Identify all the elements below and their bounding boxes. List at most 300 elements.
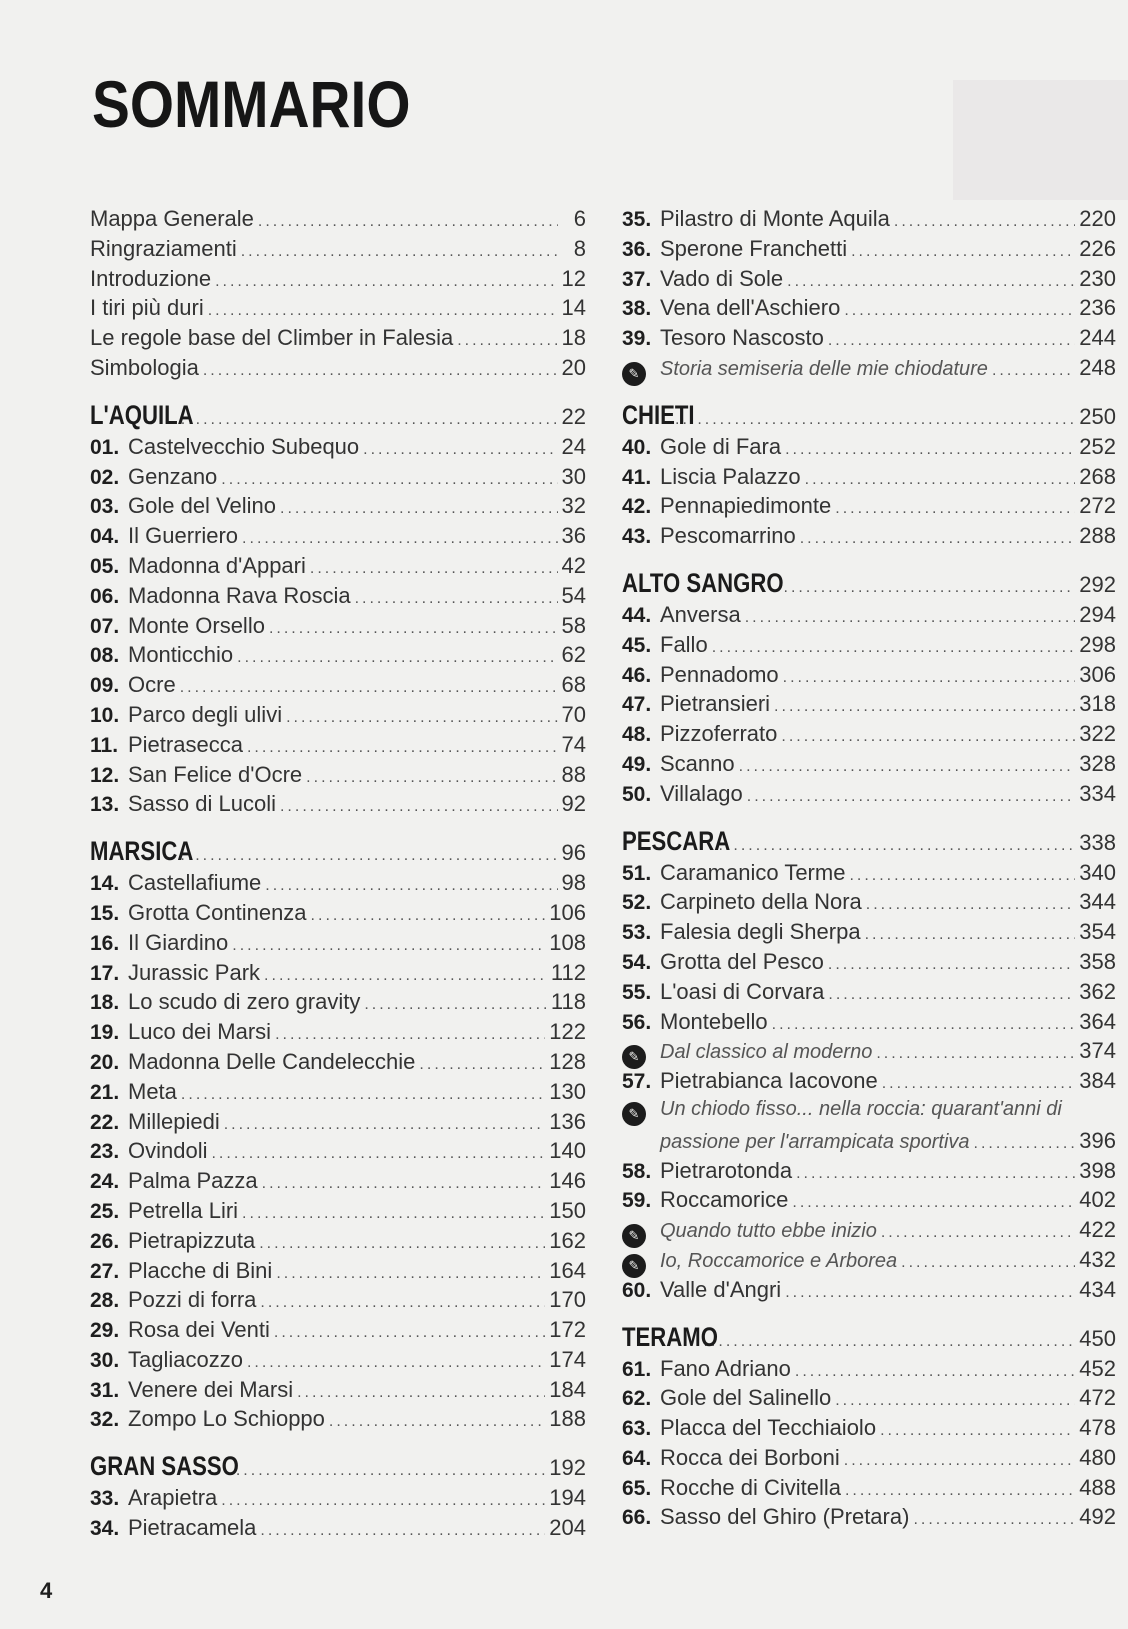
leader-dots [208,302,558,320]
leader-dots [363,441,557,459]
toc-entry-row [622,1385,1116,1415]
entry-page: 374 [1079,1038,1116,1064]
toc-entry-row [622,1445,1116,1475]
entry-title: Pennadomo [660,661,779,687]
toc-entry-row [622,1187,1116,1217]
entry-title: Fano Adriano [660,1355,791,1381]
leader-dots [306,769,557,787]
entry-page: 194 [549,1485,586,1511]
entry-number: 04. [90,525,120,549]
entry-number: 42. [622,495,652,519]
leader-dots [844,1452,1076,1470]
toc-entry-row [622,464,1116,494]
entry-number: 61. [622,1357,652,1381]
entry-page: 322 [1079,721,1116,747]
entry-number: 23. [90,1140,120,1164]
entry-title: L'oasi di Corvara [660,978,825,1004]
leader-dots [247,1354,545,1372]
entry-number: 34. [90,1517,120,1541]
leader-dots [876,1045,1075,1063]
entry-title: Luco dei Marsi [128,1019,272,1045]
toc-entry-row [622,781,1116,811]
leader-dots [805,471,1076,489]
entry-number: 22. [90,1110,120,1134]
entry-page: 478 [1079,1415,1116,1441]
section-title: CHIETI [622,399,695,430]
entry-page: 328 [1079,750,1116,776]
leader-dots [224,1116,546,1134]
entry-title: Caramanico Terme [660,859,846,885]
leader-dots [881,1224,1075,1242]
toc-entry-row [622,295,1116,325]
entry-title: Scanno [660,750,735,776]
entry-number: 39. [622,327,652,351]
entry-title: Grotta del Pesco [660,948,824,974]
leader-dots [211,1145,545,1163]
entry-page: 480 [1079,1444,1116,1470]
leader-dots [828,956,1075,974]
leader-dots [297,1384,545,1402]
entry-page: 118 [550,989,586,1015]
entry-title: Jurassic Park [128,959,261,985]
entry-title: Gole del Salinello [660,1385,832,1411]
entry-page: 32 [561,493,586,519]
entry-title: San Felice d'Ocre [128,761,303,787]
entry-page: 6 [573,206,586,231]
section-heading-row [90,836,586,870]
entry-page: 434 [1079,1276,1116,1302]
entry-title: Anversa [660,601,741,627]
leader-dots [784,579,1076,597]
entry-number: 33. [90,1487,120,1511]
toc-entry-row [622,266,1116,296]
entry-number: 51. [622,861,652,885]
toc-right-column [622,206,1116,1549]
leader-dots [828,986,1075,1004]
entry-page: 62 [561,642,586,668]
leader-dots [800,530,1076,548]
entry-number: 37. [622,267,652,291]
leader-dots [180,847,557,865]
entry-title: Sperone Franchetti [660,235,848,261]
entry-number: 36. [622,237,652,261]
entry-page: 174 [549,1346,586,1372]
entry-page: 184 [549,1376,586,1402]
entry-title: Madonna Delle Candelecchie [128,1048,416,1074]
entry-number: 28. [90,1289,120,1313]
leader-dots [787,273,1075,291]
entry-page: 248 [1079,354,1116,380]
entry-number: 14. [90,872,120,896]
entry-title: I tiri più duri [90,295,204,321]
pen-nib-icon: ✎ [622,1224,646,1248]
toc-entry-row [90,1228,586,1258]
entry-page: 18 [561,325,586,351]
toc-entry-row [90,206,586,236]
leader-dots [844,302,1075,320]
entry-title: Pescomarrino [660,523,796,549]
toc-entry-row [90,523,586,553]
leader-dots [865,926,1076,944]
toc-entry-row [622,325,1116,355]
entry-title: Monte Orsello [128,612,265,638]
toc-entry-row [90,1168,586,1198]
entry-page: 20 [561,354,586,380]
toc-entry-row [90,295,586,325]
leader-dots [237,649,557,667]
leader-dots [974,1135,1076,1153]
toc-entry-row [90,732,586,762]
entry-page: 150 [549,1197,586,1223]
entry-page: 36 [561,523,586,549]
entry-title: Sasso di Lucoli [128,791,276,817]
pen-nib-icon: ✎ [622,1045,646,1069]
entry-page: 398 [1079,1157,1116,1183]
section-title: TERAMO [622,1321,718,1352]
toc-entry-row [90,325,586,355]
leader-dots [719,837,1076,855]
toc-entry-row [622,632,1116,662]
leader-dots [792,1194,1075,1212]
entry-title: Castellafiume [128,870,262,896]
entry-title: Introduzione [90,265,212,291]
entry-title: Pilastro di Monte Aquila [660,206,890,231]
toc-entry-row [90,1079,586,1109]
leader-dots [269,620,558,638]
toc-entry-row [622,434,1116,464]
entry-page: 146 [549,1168,586,1194]
entry-title: Liscia Palazzo [660,463,801,489]
section-title: ALTO SANGRO [622,567,784,598]
entry-page: 362 [1079,978,1116,1004]
entry-title: Pozzi di forra [128,1287,257,1313]
leader-dots [221,1492,545,1510]
entry-title: Falesia degli Sherpa [660,919,861,945]
entry-page: 236 [1079,295,1116,321]
leader-dots [774,698,1075,716]
leader-dots [355,590,558,608]
leader-dots [181,1086,545,1104]
page-number: 4 [40,1578,53,1603]
toc-entry-row [90,1377,586,1407]
toc-entry-row [90,1258,586,1288]
entry-title: Pietransieri [660,691,771,717]
entry-title: Dal classico al moderno [660,1041,873,1064]
entry-number: 66. [622,1506,652,1530]
entry-title: Pietracamela [128,1515,257,1541]
toc-entry-row [622,1009,1116,1039]
entry-number: 62. [622,1387,652,1411]
toc-entry-row [622,721,1116,751]
entry-number: 64. [622,1446,652,1470]
leader-dots [260,1294,545,1312]
leader-dots [894,213,1075,231]
entry-title: Rocca dei Borboni [660,1444,840,1470]
entry-number: 45. [622,633,652,657]
entry-number: 21. [90,1080,120,1104]
entry-page: 432 [1079,1246,1116,1272]
entry-page: 164 [549,1257,586,1283]
entry-title: passione per l'arrampicata sportiva [660,1130,970,1153]
leader-dots [259,1235,545,1253]
entry-page: 70 [561,701,586,727]
entry-page: 92 [561,791,586,817]
entry-number: 19. [90,1021,120,1045]
toc-block [622,826,1116,1307]
story-entry-row [622,1038,1116,1068]
entry-title: Montebello [660,1008,768,1034]
entry-page: 318 [1079,691,1116,717]
entry-title: Vena dell'Aschiero [660,295,841,321]
entry-title: Vado di Sole [660,265,784,291]
entry-title: Io, Roccamorice e Arborea [660,1249,898,1272]
leader-dots [215,273,557,291]
pen-nib-icon: ✎ [622,1102,646,1126]
story-entry-row [622,1128,1116,1158]
entry-title: Tagliacozzo [128,1346,243,1372]
entry-number: 06. [90,584,120,608]
leader-dots [329,1413,545,1431]
leader-dots [275,1026,545,1044]
section-heading-row [622,400,1116,434]
toc-entry-row [622,691,1116,721]
entry-title: Castelvecchio Subequo [128,433,360,459]
entry-page: 334 [1079,780,1116,806]
section-page: 338 [1079,829,1116,855]
leader-dots [310,560,558,578]
entry-number: 27. [90,1259,120,1283]
section-heading-row [622,1322,1116,1356]
entry-title: Pizzoferrato [660,721,778,747]
entry-title: Ringraziamenti [90,235,237,261]
entry-title: Monticchio [128,642,234,668]
entry-title: Pietrasecca [128,731,243,757]
entry-title: Tesoro Nascosto [660,325,824,351]
leader-dots [795,1363,1075,1381]
entry-page: 288 [1079,523,1116,549]
leader-dots [311,907,546,925]
entry-title: Pennapiedimonte [660,493,832,519]
entry-page: 188 [549,1406,586,1432]
entry-title: Roccamorice [660,1187,789,1213]
leader-dots [851,243,1075,261]
toc-entry-row [622,949,1116,979]
section-title: MARSICA [90,836,194,867]
entry-number: 11. [90,733,119,757]
entry-title: Sasso del Ghiro (Pretara) [660,1504,910,1530]
section-page: 450 [1079,1325,1116,1351]
leader-dots [286,709,557,727]
leader-dots [180,679,558,697]
story-entry-row [622,1247,1116,1277]
entry-page: 42 [561,552,586,578]
entry-page: 24 [561,433,586,459]
entry-page: 364 [1079,1008,1116,1034]
leader-dots [181,411,558,429]
entry-page: 252 [1079,433,1116,459]
entry-number: 50. [622,782,652,806]
entry-title: Petrella Liri [128,1197,239,1223]
leader-dots [675,411,1075,429]
toc-block [622,1322,1116,1535]
leader-dots [901,1254,1075,1272]
entry-number: 52. [622,891,652,915]
toc-entry-row [622,602,1116,632]
leader-dots [265,877,557,895]
leader-dots [264,967,547,985]
entry-number: 35. [622,208,652,231]
toc-entry-row [90,1198,586,1228]
toc-entry-row [90,1287,586,1317]
entry-number: 03. [90,495,120,519]
leader-dots [745,609,1076,627]
entry-page: 170 [549,1287,586,1313]
entry-title: Grotta Continenza [128,899,307,925]
leader-dots [260,1522,545,1540]
section-title: GRAN SASSO [90,1451,239,1482]
entry-title: Il Guerriero [128,523,239,549]
toc-entry-row [622,493,1116,523]
toc-entry-row [90,266,586,296]
entry-title: Villalago [660,780,743,806]
leader-dots [280,500,558,518]
leader-dots [276,1265,545,1283]
entry-title: Il Giardino [128,929,229,955]
entry-page: 130 [549,1078,586,1104]
entry-number: 24. [90,1170,120,1194]
entry-page: 244 [1079,325,1116,351]
toc-entry-row [90,1347,586,1377]
entry-number: 02. [90,465,120,489]
entry-page: 128 [549,1048,586,1074]
toc-block [90,1451,586,1545]
entry-page: 344 [1079,889,1116,915]
section-heading-row [90,400,586,434]
leader-dots [785,441,1075,459]
toc-entry-row [90,493,586,523]
entry-title: Madonna Rava Roscia [128,582,351,608]
toc-entry-row [90,1485,586,1515]
entry-title: Placca del Tecchiaiolo [660,1415,877,1441]
entry-number: 48. [622,723,652,747]
entry-page: 54 [561,582,586,608]
page-title: SOMMARIO [92,67,411,141]
section-page: 292 [1079,571,1116,597]
toc-entry-row [90,236,586,266]
entry-title: Zompo Lo Schioppo [128,1406,325,1432]
entry-title: Quando tutto ebbe inizio [660,1220,877,1243]
section-page: 96 [561,840,586,866]
section-page: 250 [1079,403,1116,429]
entry-page: 204 [549,1515,586,1541]
leader-dots [247,739,558,757]
entry-page: 30 [561,463,586,489]
entry-number: 43. [622,525,652,549]
toc-entry-row [90,1317,586,1347]
toc-entry-row [622,1415,1116,1445]
toc-block [90,836,586,1436]
entry-number: 08. [90,644,120,668]
entry-number: 56. [622,1010,652,1034]
entry-number: 40. [622,435,652,459]
entry-title: Valle d'Angri [660,1276,782,1302]
entry-page: 340 [1079,859,1116,885]
story-entry-row [622,355,1116,385]
entry-page: 68 [561,672,586,698]
entry-number: 10. [90,703,120,727]
entry-page: 98 [561,870,586,896]
entry-page: 162 [549,1227,586,1253]
entry-number: 60. [622,1278,652,1302]
toc-entry-row [622,751,1116,781]
entry-page: 268 [1079,463,1116,489]
entry-number: 15. [90,901,120,925]
entry-title: Ocre [128,672,176,698]
toc-entry-row [90,613,586,643]
entry-page: 58 [561,612,586,638]
toc-block [622,568,1116,811]
leader-dots [772,1016,1076,1034]
entry-page: 354 [1079,919,1116,945]
entry-number: 20. [90,1050,120,1074]
entry-title: Rocche di Civitella [660,1474,841,1500]
entry-number: 17. [90,961,120,985]
toc-entry-row [90,1019,586,1049]
entry-page: 492 [1079,1504,1116,1530]
entry-page: 230 [1079,265,1116,291]
toc-entry-row [90,583,586,613]
leader-dots [849,867,1075,885]
leader-dots [882,1075,1076,1093]
toc-entry-row [90,1138,586,1168]
entry-number: 05. [90,554,120,578]
toc-entry-row [90,434,586,464]
leader-dots [880,1422,1075,1440]
toc-block [622,206,1116,385]
leader-dots [241,243,558,261]
entry-page: 220 [1079,206,1116,231]
leader-dots [913,1511,1075,1529]
entry-title: Simbologia [90,354,199,380]
entry-number: 01. [90,435,120,459]
leader-dots [781,728,1075,746]
entry-title: Fallo [660,631,708,657]
entry-number: 49. [622,752,652,776]
entry-number: 65. [622,1476,652,1500]
entry-number: 47. [622,693,652,717]
toc-entry-row [622,1356,1116,1386]
entry-title: Un chiodo fisso... nella roccia: quarant'anni di [660,1097,1062,1120]
entry-title: Pietrapizzuta [128,1227,256,1253]
entry-page: 106 [549,899,586,925]
toc-entry-row [622,236,1116,266]
entry-title: Carpineto della Nora [660,889,862,915]
leader-dots [866,896,1076,914]
toc-entry-row [622,1475,1116,1505]
section-heading-row [622,826,1116,860]
toc-entry-row [90,464,586,494]
toc-entry-row [90,553,586,583]
entry-page: 298 [1079,631,1116,657]
entry-page: 306 [1079,661,1116,687]
entry-title: Storia semiseria delle mie chiodature [660,357,988,380]
entry-number: 09. [90,674,120,698]
toc-block [90,206,586,385]
toc-left-column [90,206,586,1560]
entry-page: 12 [561,265,586,291]
section-heading-row [90,1451,586,1485]
entry-number: 16. [90,931,120,955]
